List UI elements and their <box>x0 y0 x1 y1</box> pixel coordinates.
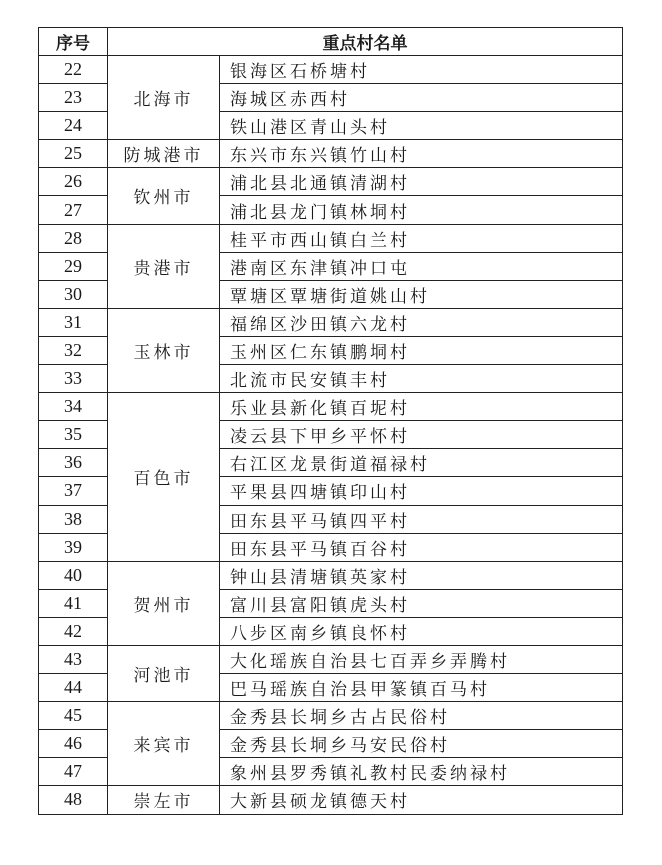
header-index: 序号 <box>39 28 108 56</box>
village-name: 富川县富阳镇虎头村 <box>220 589 623 617</box>
table-row <box>39 308 623 336</box>
city-cell: 崇左市 <box>108 786 220 814</box>
village-name: 钟山县清塘镇英家村 <box>220 561 623 589</box>
row-number: 39 <box>39 533 108 561</box>
table-row <box>39 224 623 252</box>
row-number: 40 <box>39 561 108 589</box>
row-number: 45 <box>39 702 108 730</box>
row-number: 22 <box>39 56 108 84</box>
table-row <box>39 702 623 730</box>
village-name: 覃塘区覃塘街道姚山村 <box>220 280 623 308</box>
row-number: 34 <box>39 393 108 421</box>
village-name: 象州县罗秀镇礼教村民委纳禄村 <box>220 758 623 786</box>
row-number: 41 <box>39 589 108 617</box>
table-row <box>39 168 623 196</box>
key-villages-table <box>38 27 623 815</box>
table-row <box>39 561 623 589</box>
header-village-list: 重点村名单 <box>108 28 623 56</box>
village-name: 大化瑶族自治县七百弄乡弄腾村 <box>220 645 623 673</box>
row-number: 36 <box>39 449 108 477</box>
city-cell: 北海市 <box>108 56 220 140</box>
village-name: 浦北县龙门镇林垌村 <box>220 196 623 224</box>
city-cell: 钦州市 <box>108 168 220 224</box>
row-number: 42 <box>39 617 108 645</box>
row-number: 46 <box>39 730 108 758</box>
village-name: 海城区赤西村 <box>220 84 623 112</box>
village-name: 八步区南乡镇良怀村 <box>220 617 623 645</box>
city-cell: 来宾市 <box>108 702 220 786</box>
row-number: 38 <box>39 505 108 533</box>
city-cell: 河池市 <box>108 645 220 701</box>
village-name: 金秀县长垌乡古占民俗村 <box>220 702 623 730</box>
city-cell: 玉林市 <box>108 308 220 392</box>
table-row <box>39 140 623 168</box>
village-name: 北流市民安镇丰村 <box>220 365 623 393</box>
row-number: 44 <box>39 674 108 702</box>
village-name: 右江区龙景街道福禄村 <box>220 449 623 477</box>
village-name: 金秀县长垌乡马安民俗村 <box>220 730 623 758</box>
row-number: 47 <box>39 758 108 786</box>
row-number: 35 <box>39 421 108 449</box>
row-number: 26 <box>39 168 108 196</box>
city-cell: 贵港市 <box>108 224 220 308</box>
village-name: 巴马瑶族自治县甲篆镇百马村 <box>220 674 623 702</box>
table-body <box>39 56 623 815</box>
row-number: 30 <box>39 280 108 308</box>
table-row <box>39 786 623 814</box>
village-name: 平果县四塘镇印山村 <box>220 477 623 505</box>
village-name: 大新县硕龙镇德天村 <box>220 786 623 814</box>
village-name: 铁山港区青山头村 <box>220 112 623 140</box>
village-name: 东兴市东兴镇竹山村 <box>220 140 623 168</box>
village-name: 福绵区沙田镇六龙村 <box>220 308 623 336</box>
city-cell: 贺州市 <box>108 561 220 645</box>
table-row <box>39 393 623 421</box>
row-number: 27 <box>39 196 108 224</box>
village-name: 田东县平马镇百谷村 <box>220 533 623 561</box>
row-number: 24 <box>39 112 108 140</box>
row-number: 43 <box>39 645 108 673</box>
city-cell: 百色市 <box>108 393 220 562</box>
village-name: 桂平市西山镇白兰村 <box>220 224 623 252</box>
row-number: 25 <box>39 140 108 168</box>
row-number: 23 <box>39 84 108 112</box>
row-number: 31 <box>39 308 108 336</box>
village-name: 银海区石桥塘村 <box>220 56 623 84</box>
row-number: 28 <box>39 224 108 252</box>
city-cell: 防城港市 <box>108 140 220 168</box>
village-name: 玉州区仁东镇鹏垌村 <box>220 336 623 364</box>
row-number: 29 <box>39 252 108 280</box>
village-name: 田东县平马镇四平村 <box>220 505 623 533</box>
village-name: 凌云县下甲乡平怀村 <box>220 421 623 449</box>
table-header-row <box>39 28 623 56</box>
table-row <box>39 56 623 84</box>
village-name: 乐业县新化镇百坭村 <box>220 393 623 421</box>
row-number: 37 <box>39 477 108 505</box>
row-number: 48 <box>39 786 108 814</box>
table-row <box>39 645 623 673</box>
row-number: 33 <box>39 365 108 393</box>
village-name: 港南区东津镇冲口屯 <box>220 252 623 280</box>
village-name: 浦北县北通镇清湖村 <box>220 168 623 196</box>
row-number: 32 <box>39 336 108 364</box>
